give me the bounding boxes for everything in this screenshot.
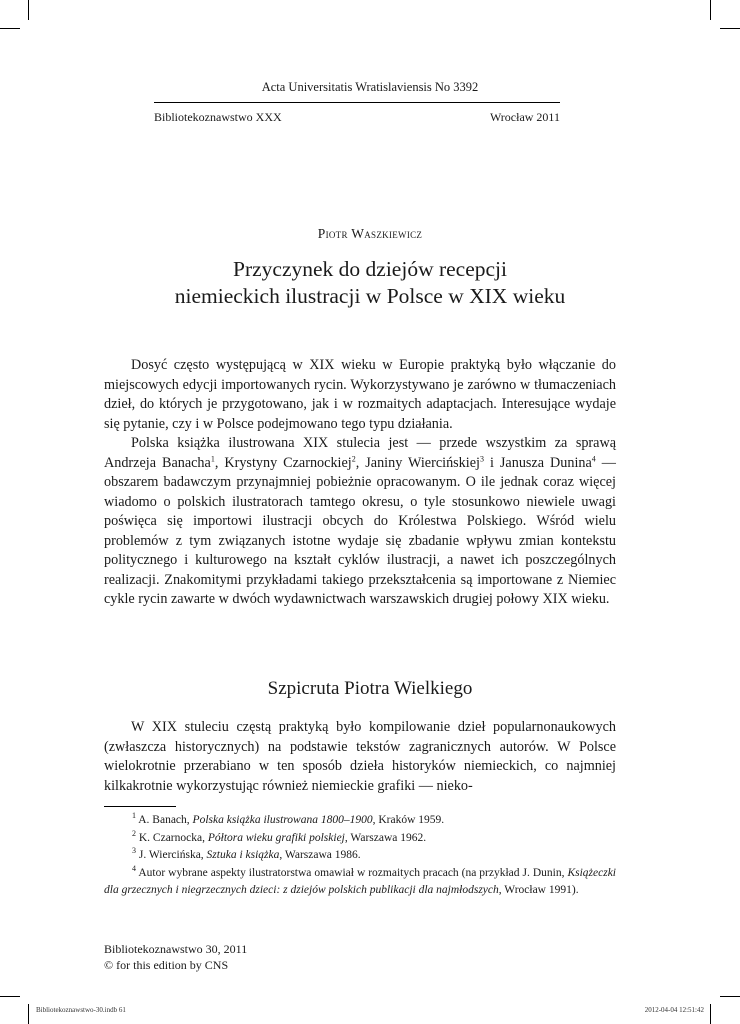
crop-mark	[710, 0, 711, 20]
imprint-timestamp: 2012-04-04 12:51:42	[644, 1006, 704, 1014]
series-title: Acta Universitatis Wratislaviensis No 3392	[261, 80, 479, 94]
journal-name: Bibliotekoznawstwo XXX	[154, 110, 282, 124]
footnote-ref[interactable]: 2	[351, 453, 356, 463]
crop-mark	[0, 996, 20, 997]
footnote-text: , Kraków 1959.	[372, 814, 445, 826]
imprint-file: Bibliotekoznawstwo-30.indb 61	[36, 1006, 126, 1014]
title-line: Przyczynek do dziejów recepcji	[233, 257, 507, 281]
section-heading: Szpicruta Piotra Wielkiego	[267, 678, 473, 699]
text-run: — obszarem badawczym przynajmniej pobieżnie opracowanym. O ile jednak coraz więcej wiadomo o polskich ilustratorach tamtego okresu, o tyle stosunkowo niewiele uwagi poświęca się importowi ilustracji obcych do Królestwa Polskiego. Wśród wielu problemów z tym związanych istotne wydaje się zbadanie wpływu zmian kontekstu politycznego i kulturowego na kształt cyklów ilustracji, a nawet ich poszczególnych realizacji. Znakomitymi przykładami takiego przekształcenia są importowane z Niemiec cykle rycin zawarte w dwóch wydawnictwach warszawskich drugiej połowy XIX wieku.	[104, 454, 616, 607]
footnote-text: , Warszawa 1986.	[279, 849, 361, 861]
footnote-title: Książeczki dla grzecznych i niegrzecznych dzieci: z dziejów polskich publikacji dla najmłodszych	[104, 866, 616, 896]
place-year: Wrocław 2011	[489, 110, 560, 124]
footnote-text: , Warszawa 1962.	[344, 831, 427, 844]
intro-body	[104, 356, 616, 610]
footnote-ref[interactable]: 1	[210, 453, 215, 463]
paragraph: W XIX stuleciu częstą praktyką było kompilowanie dzieł popularnonaukowych (zwłaszcza historycznych) na podstawie tekstów zagranicznych autorów. W Polsce wielokrotnie przerabiano w ten sposób dzieła historyków niemieckich, co najmniej kilkakrotnie wykorzystując również niemieckie grafiki — nieko-	[104, 719, 616, 794]
footnote	[104, 812, 616, 830]
footnote-text: J. Wiercińska,	[138, 849, 207, 861]
text-run: , Krystyny Czarnockiej	[214, 454, 352, 471]
footnote	[104, 830, 616, 848]
footnote-title: Półtora wieku grafiki polskiej	[207, 831, 345, 844]
header-rule	[154, 102, 560, 103]
paragraph: Dosyć często występującą w XIX wieku w Europie praktyką było włączanie do miejscowych edycji importowanych rycin. Wykorzystywano je zarówno w tłumaczeniach dzieł, do których je przygotowano, jak i w rozmaitych adaptacjach. Interesujące wydaje się pytanie, czy i w Polsce podejmowano tego typu działania.	[104, 357, 616, 432]
crop-mark	[710, 1004, 711, 1024]
footnote-ref[interactable]: 3	[479, 453, 484, 463]
footnote-title: Polska książka ilustrowana 1800–1900	[192, 814, 373, 826]
running-header	[154, 110, 560, 125]
crop-mark	[0, 28, 20, 29]
crop-mark	[720, 996, 740, 997]
section-body	[104, 718, 616, 796]
article-title	[0, 256, 740, 310]
footnote	[104, 865, 616, 900]
publication-line: Bibliotekoznawstwo 30, 2011	[104, 942, 248, 956]
footnote-title: Sztuka i książka	[206, 849, 280, 861]
text-run: Polska książka ilustrowana XIX stulecia jest — przede wszystkim za sprawą Andrzeja Banacha	[104, 435, 616, 471]
paragraph	[104, 434, 616, 610]
footnote-ref[interactable]: 4	[591, 453, 596, 463]
footnote	[104, 847, 616, 865]
publication-note	[104, 942, 247, 973]
footnote-text: Autor wybrane aspekty ilustratorstwa omawiał w rozmaitych pracach (na przykład J. Dunin,	[138, 866, 568, 879]
title-line: niemieckich ilustracji w Polsce w XIX wieku	[174, 284, 566, 308]
text-run: , Janiny Wiercińskiej	[355, 454, 480, 471]
author-name: Piotr Waszkiewicz	[317, 226, 423, 241]
footnote-number: 1	[132, 811, 136, 821]
crop-mark	[28, 1004, 29, 1024]
copyright-line: © for this edition by CNS	[104, 957, 229, 972]
crop-mark	[720, 28, 740, 29]
footnote-rule	[104, 806, 176, 807]
footnote-text: , Wrocław 1991).	[498, 884, 579, 896]
footnotes	[104, 812, 616, 900]
text-run: i Janusza Dunina	[483, 454, 592, 471]
footnote-number: 2	[132, 828, 136, 838]
crop-mark	[28, 0, 29, 20]
footnote-number: 4	[132, 863, 136, 873]
footnote-number: 3	[132, 846, 136, 856]
footnote-text: K. Czarnocka,	[138, 831, 208, 844]
footnote-text: A. Banach,	[138, 814, 193, 826]
